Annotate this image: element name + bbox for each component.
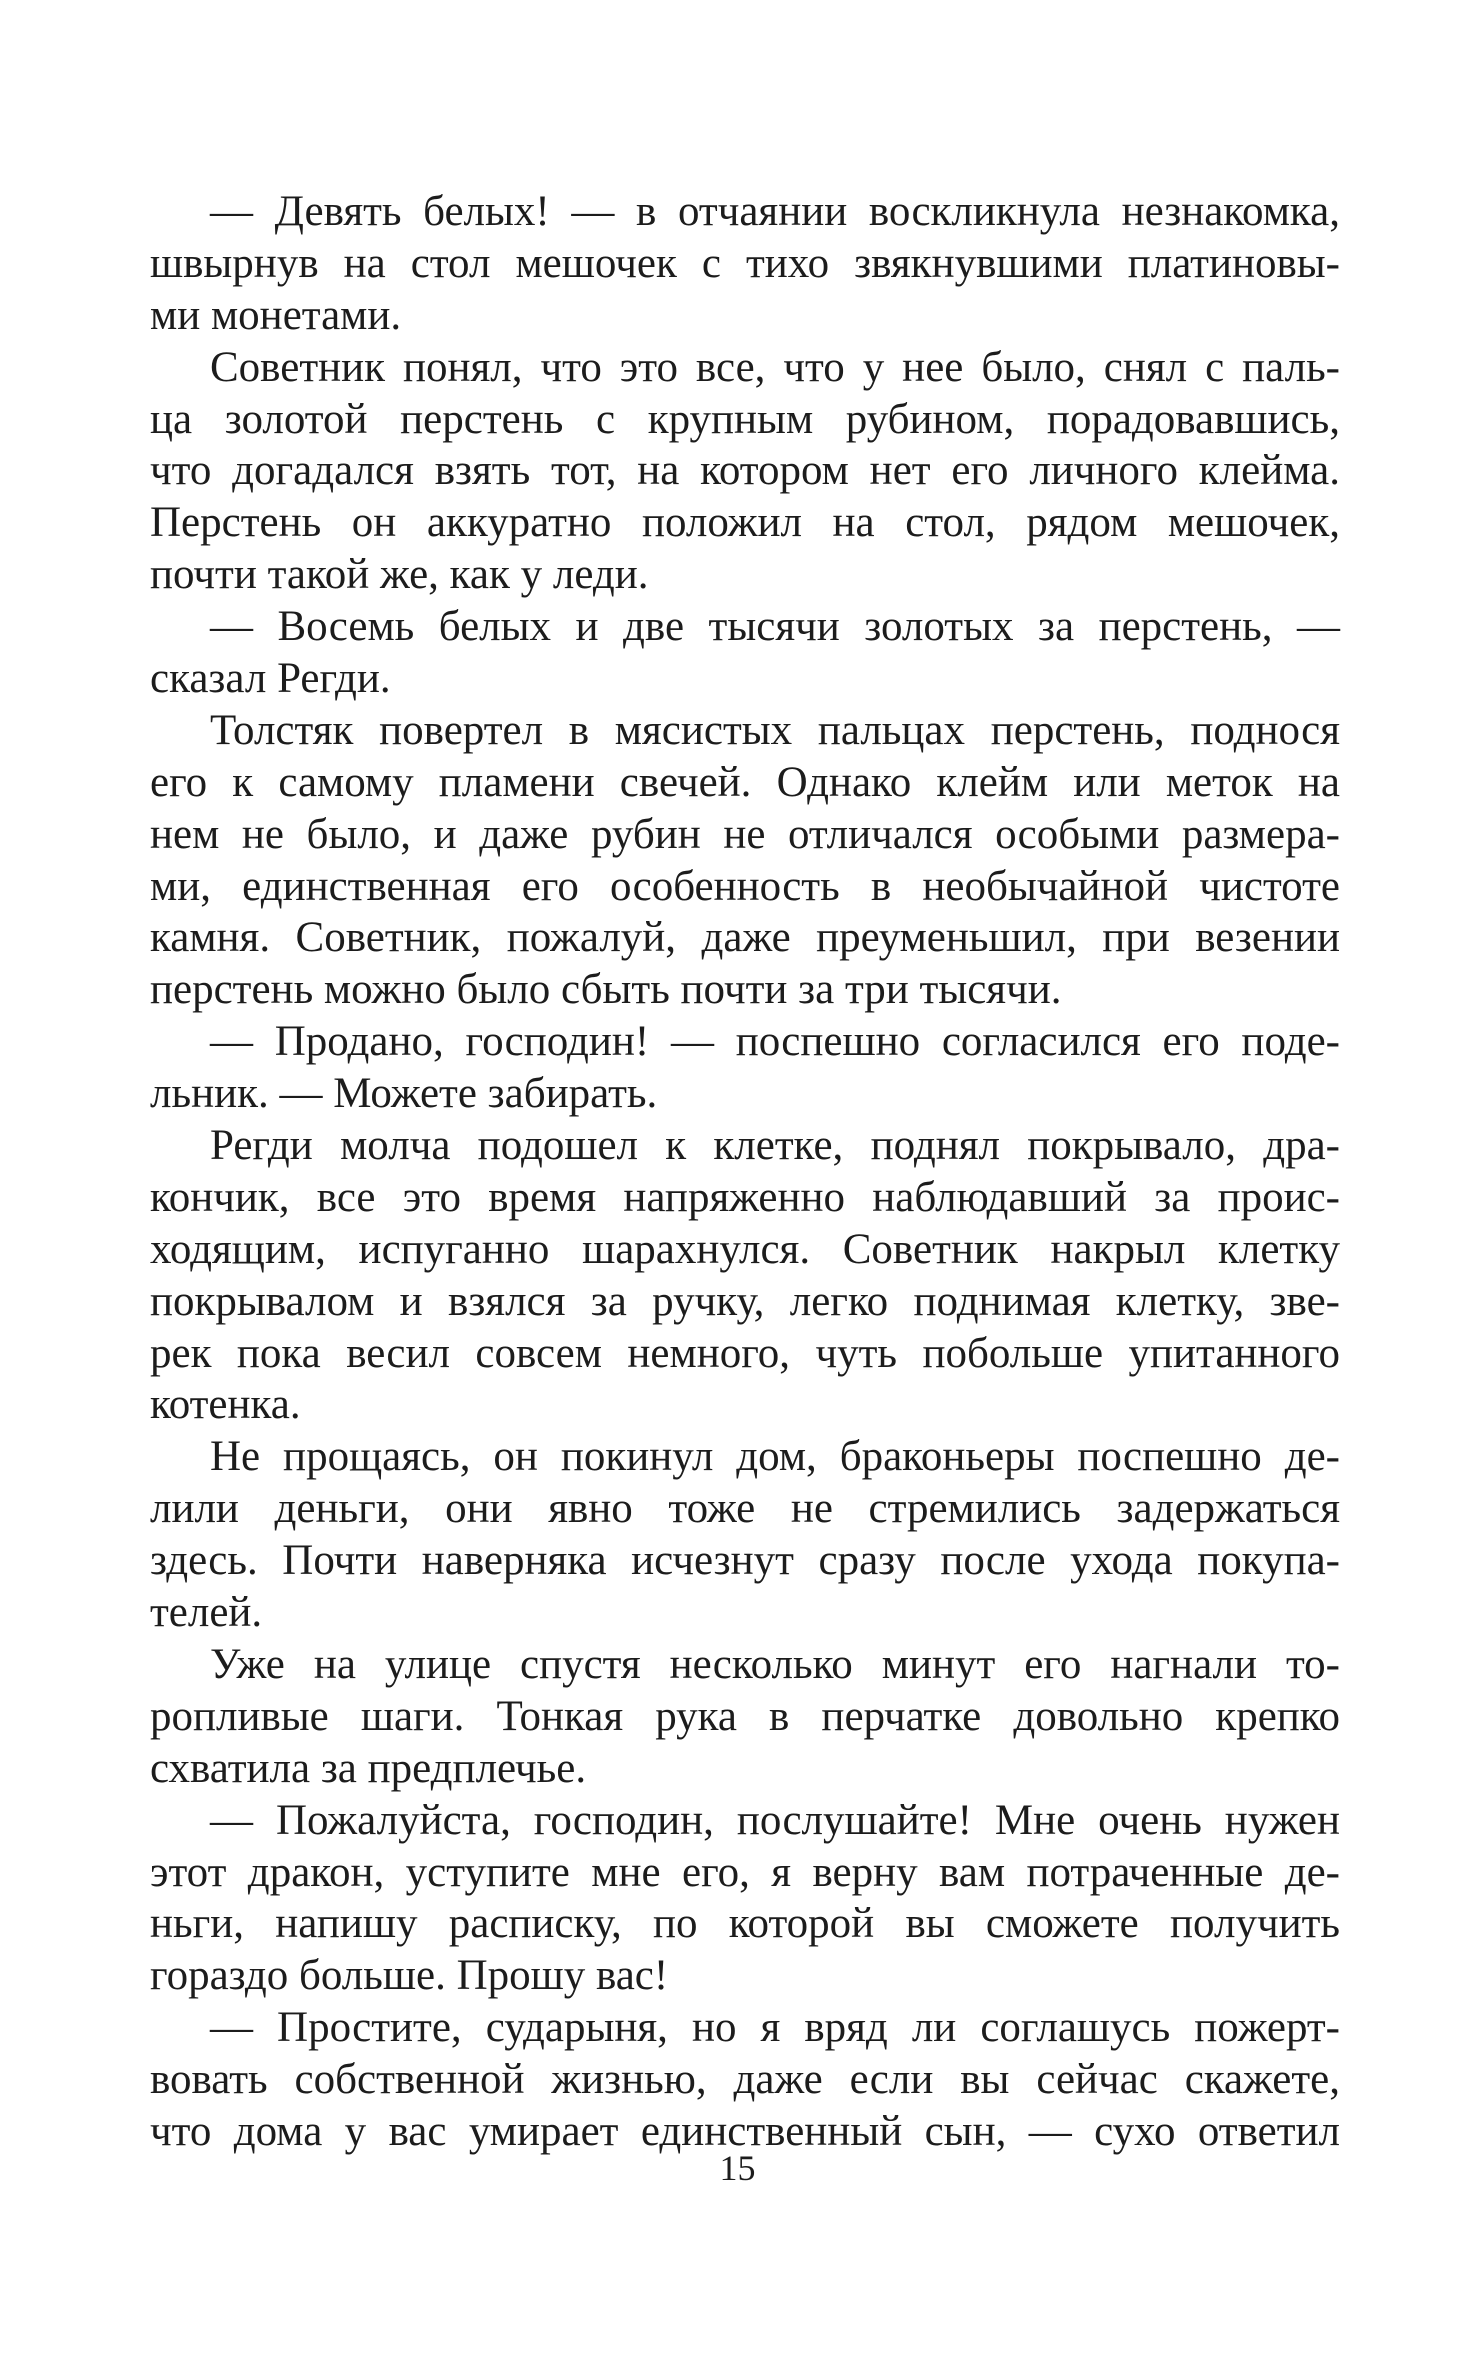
text-line: — Продано, господин! — поспешно согласился его поде-: [210, 1018, 1340, 1066]
text-line: кончик, все это время напряженно наблюдавший за проис-: [150, 1173, 1340, 1221]
text-line: ца золотой перстень с крупным рубином, порадовавшись,: [150, 395, 1340, 443]
text-line: — Пожалуйста, господин, послушайте! Мне очень нужен: [210, 1796, 1340, 1844]
text-line: рек пока весил совсем немного, чуть побольше упитанного: [150, 1329, 1340, 1377]
text-line: швырнув на стол мешочек с тихо звякнувшими платиновы-: [150, 239, 1340, 287]
body-text: [150, 186, 1340, 2158]
text-line: Перстень он аккуратно положил на стол, рядом мешочек,: [150, 499, 1340, 547]
text-line: лили деньги, они явно тоже не стремились задержаться: [150, 1485, 1340, 1533]
text-line: Уже на улице спустя несколько минут его нагнали то-: [210, 1640, 1340, 1688]
text-line: здесь. Почти наверняка исчезнут сразу после ухода покупа-: [150, 1537, 1340, 1585]
text-line: его к самому пламени свечей. Однако клейм или меток на: [150, 758, 1340, 806]
text-line: льник. — Можете забирать.: [150, 1070, 658, 1118]
text-line: — Восемь белых и две тысячи золотых за перстень, —: [210, 603, 1340, 651]
text-line: камня. Советник, пожалуй, даже преуменьшил, при везении: [150, 914, 1340, 962]
text-line: ми, единственная его особенность в необычайной чистоте: [150, 862, 1340, 910]
text-line: что дома у вас умирает единственный сын, — сухо ответил: [150, 2107, 1340, 2155]
text-line: телей.: [150, 1589, 263, 1637]
text-line: покрывалом и взялся за ручку, легко поднимая клетку, зве-: [150, 1277, 1340, 1325]
text-line: что догадался взять тот, на котором нет его личного клейма.: [150, 447, 1340, 495]
text-line: вовать собственной жизнью, даже если вы сейчас скажете,: [150, 2056, 1340, 2104]
text-line: ми монетами.: [150, 291, 402, 339]
text-line: — Девять белых! — в отчаянии воскликнула незнакомка,: [210, 188, 1340, 235]
text-line: ропливые шаги. Тонкая рука в перчатке довольно крепко: [150, 1692, 1340, 1740]
text-line: Советник понял, что это все, что у нее было, снял с паль-: [210, 343, 1340, 391]
text-line: Не прощаясь, он покинул дом, браконьеры поспешно де-: [210, 1433, 1340, 1481]
text-line: перстень можно было сбыть почти за три тысячи.: [150, 966, 1062, 1014]
text-line: нем не было, и даже рубин не отличался особыми размера-: [150, 810, 1340, 858]
text-line: котенка.: [150, 1381, 301, 1429]
text-line: гораздо больше. Прошу вас!: [150, 1952, 669, 2000]
page-number: 15: [719, 2148, 756, 2188]
text-line: сказал Регди.: [150, 655, 391, 703]
text-line: Регди молча подошел к клетке, поднял покрывало, дра-: [210, 1122, 1340, 1170]
text-line: — Простите, сударыня, но я вряд ли соглашусь пожерт-: [210, 2004, 1340, 2052]
text-line: ньги, напишу расписку, по которой вы сможете получить: [150, 1900, 1340, 1948]
text-line: Толстяк повертел в мясистых пальцах перстень, поднося: [210, 706, 1340, 754]
text-line: этот дракон, уступите мне его, я верну вам потраченные де-: [150, 1848, 1340, 1896]
text-line: ходящим, испуганно шарахнулся. Советник накрыл клетку: [150, 1225, 1340, 1273]
text-line: почти такой же, как у леди.: [150, 551, 649, 599]
text-line: схватила за предплечье.: [150, 1744, 587, 1792]
